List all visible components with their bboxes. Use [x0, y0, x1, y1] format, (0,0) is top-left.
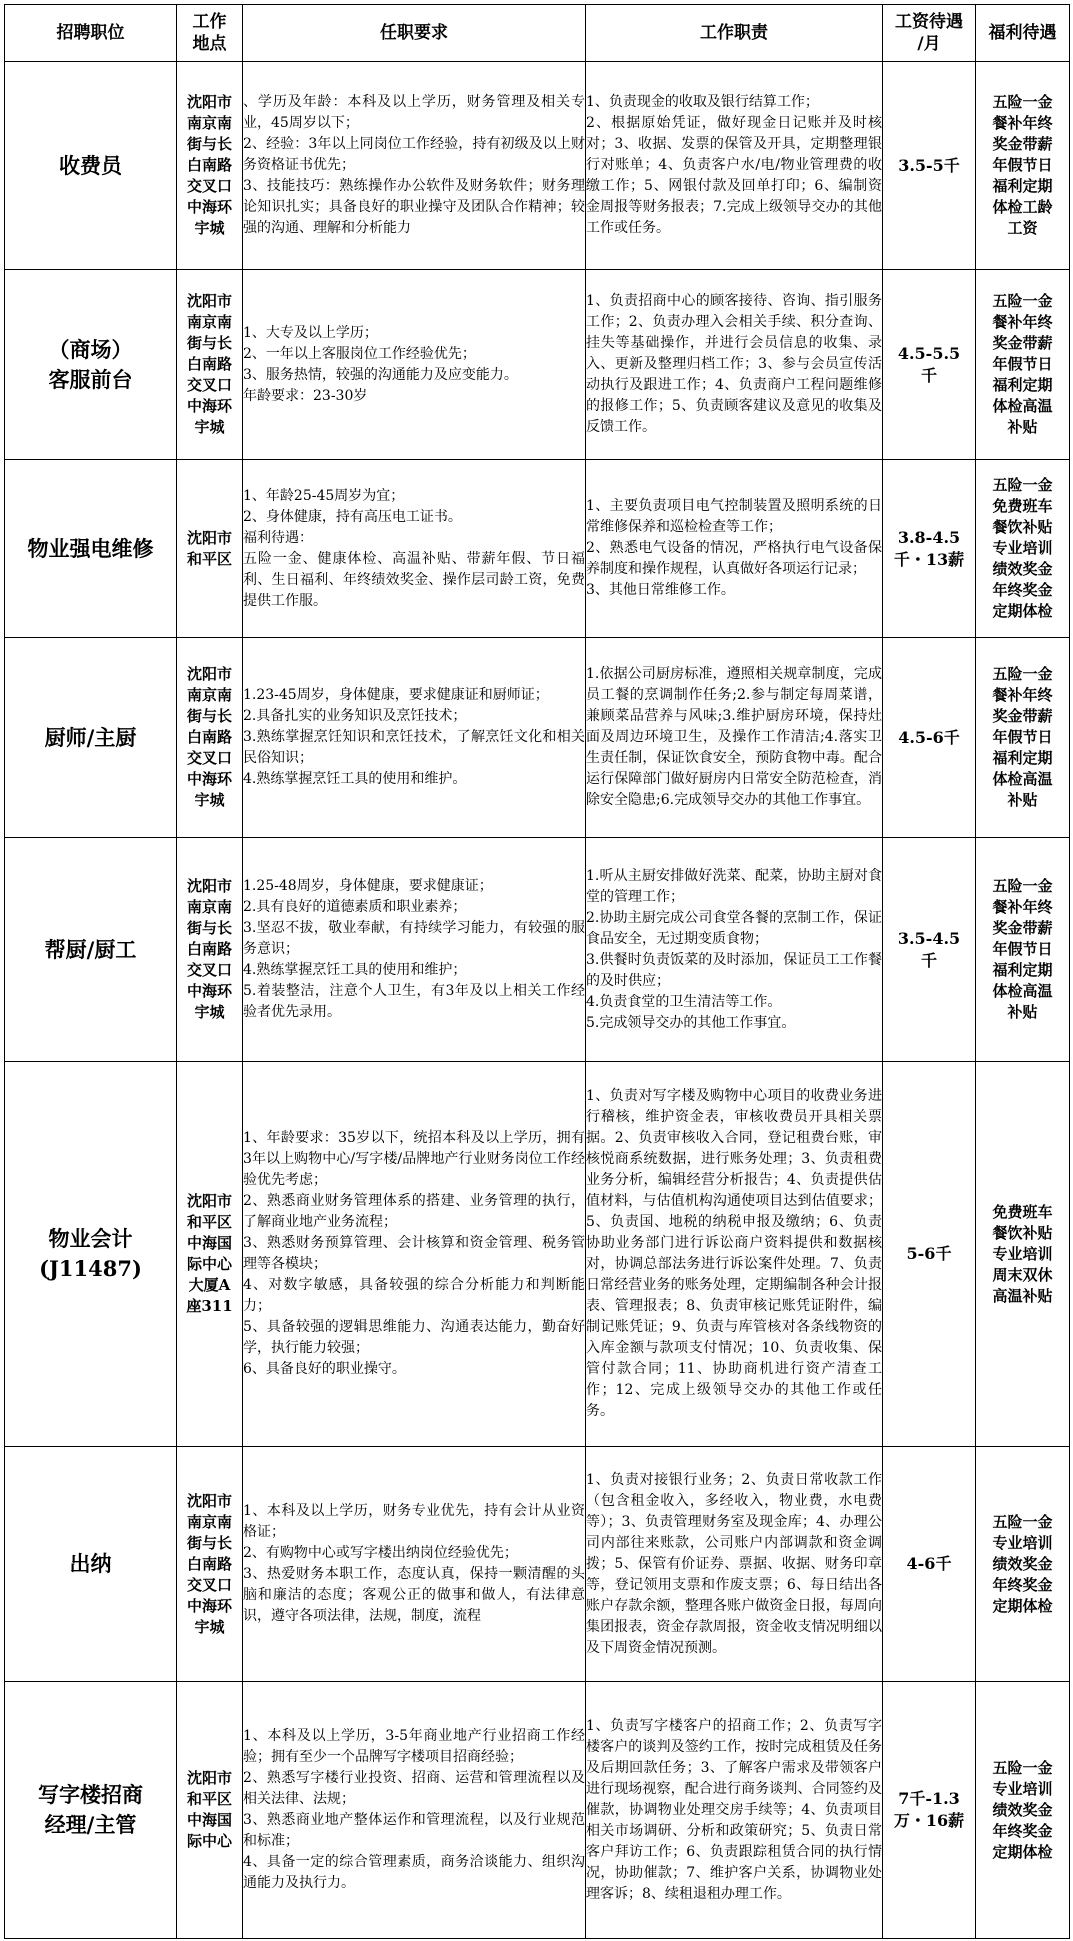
header-position: 招聘职位 — [5, 5, 177, 62]
job-welfare: 五险一金 专业培训 绩效奖金 年终奖金 定期体检 — [976, 1682, 1070, 1939]
job-welfare: 五险一金 专业培训 绩效奖金 年终奖金 定期体检 — [976, 1447, 1070, 1682]
table-row — [5, 62, 1070, 270]
job-requirements: 1、年龄25-45周岁为宜； 2、身体健康，持有高压电工证书。 福利待遇： 五险一金、健康体检、高温补贴、带薪年假、节日福利、生日福利、年终绩效奖金、操作层司龄工资，免费提供工作服。 — [243, 460, 586, 638]
job-salary: 3.5-5千 — [883, 62, 976, 270]
header-welfare: 福利待遇 — [976, 5, 1070, 62]
job-location: 沈阳市 南京南 街与长 白南路 交叉口 中海环 宇城 — [177, 638, 243, 838]
job-welfare: 五险一金 免费班车 餐饮补贴 专业培训 绩效奖金 年终奖金 定期体检 — [976, 460, 1070, 638]
job-duties: 1、负责写字楼客户的招商工作；2、负责写字楼客户的谈判及签约工作，按时完成租赁及任务及后期回款任务；3、了解客户需求及带领客户进行现场视察，配合进行商务谈判、合同签约及催款，协调物业处理交房手续等；4、负责项目相关市场调研、分析和政策研究；5、负责日常客户拜访工作；6、负责跟踪租赁合同的执行情况，协助催款；7、维护客户关系，协调物业处理客诉；8、续租退租办理工作。 — [586, 1682, 883, 1939]
job-requirements: 1、大专及以上学历； 2、一年以上客服岗位工作经验优先； 3、服务热情，较强的沟通能力及应变能力。 年龄要求：23-30岁 — [243, 270, 586, 460]
header-location: 工作 地点 — [177, 5, 243, 62]
job-welfare: 五险一金 餐补年终 奖金带薪 年假节日 福利定期 体检高温 补贴 — [976, 270, 1070, 460]
job-requirements: 1、年龄要求：35岁以下，统招本科及以上学历，拥有3年以上购物中心/写字楼/品牌地产行业财务岗位工作经验优先考虑； 2、熟悉商业财务管理体系的搭建、业务管理的执行，了解商业地产业务流程； 3、熟悉财务预算管理、会计核算和资金管理、税务管理等各模块； 4、对数字敏感，具备较强的综合分析能力和判断能力； 5、具备较强的逻辑思维能力、沟通表达能力，勤奋好学，执行能力较强； 6、具备良好的职业操守。 — [243, 1062, 586, 1447]
job-salary: 3.5-4.5 千 — [883, 838, 976, 1062]
job-requirements: 1、本科及以上学历，财务专业优先，持有会计从业资格证； 2、有购物中心或写字楼出纳岗位经验优先； 3、热爱财务本职工作，态度认真，保持一颗清醒的头脑和廉洁的态度；客观公正的做事和做人，有法律意识，遵守各项法律，法规，制度，流程 — [243, 1447, 586, 1682]
job-welfare: 五险一金 餐补年终 奖金带薪 年假节日 福利定期 体检工龄 工资 — [976, 62, 1070, 270]
job-requirements: 1、本科及以上学历，3-5年商业地产行业招商工作经验；拥有至少一个品牌写字楼项目招商经验； 2、熟悉写字楼行业投资、招商、运营和管理流程以及相关法律、法规； 3、熟悉商业地产整体运作和管理流程，以及行业规范和标准； 4、具备一定的综合管理素质，商务洽谈能力、组织沟通能力及执行力。 — [243, 1682, 586, 1939]
job-welfare: 五险一金 餐补年终 奖金带薪 年假节日 福利定期 体检高温 补贴 — [976, 838, 1070, 1062]
job-title: 帮厨/厨工 — [5, 838, 177, 1062]
job-title: 物业会计 (J11487) — [5, 1062, 177, 1447]
job-welfare: 五险一金 餐补年终 奖金带薪 年假节日 福利定期 体检高温 补贴 — [976, 638, 1070, 838]
table-row — [5, 270, 1070, 460]
job-title: （商场） 客服前台 — [5, 270, 177, 460]
job-location: 沈阳市 和平区 — [177, 460, 243, 638]
job-title: 收费员 — [5, 62, 177, 270]
job-location: 沈阳市 南京南 街与长 白南路 交叉口 中海环 宇城 — [177, 62, 243, 270]
job-salary: 7千-1.3 万・16薪 — [883, 1682, 976, 1939]
job-location: 沈阳市 南京南 街与长 白南路 交叉口 中海环 宇城 — [177, 838, 243, 1062]
job-location: 沈阳市 和平区 中海国 际中心 — [177, 1682, 243, 1939]
job-duties: 1、主要负责项目电气控制装置及照明系统的日常维修保养和巡检检查等工作； 2、熟悉电气设备的情况，严格执行电气设备保养制度和操作规程，认真做好各项运行记录； 3、其他日常维修工作。 — [586, 460, 883, 638]
job-welfare: 免费班车 餐饮补贴 专业培训 周末双休 高温补贴 — [976, 1062, 1070, 1447]
table-row — [5, 1682, 1070, 1939]
job-salary: 5-6千 — [883, 1062, 976, 1447]
job-requirements: 、学历及年龄：本科及以上学历，财务管理及相关专业，45周岁以下； 2、经验：3年以上同岗位工作经验，持有初级及以上财务资格证书优先； 3、技能技巧：熟练操作办公软件及财务软件；财务理论知识扎实；具备良好的职业操守及团队合作精神；较强的沟通、理解和分析能力 — [243, 62, 586, 270]
job-title: 厨师/主厨 — [5, 638, 177, 838]
job-salary: 4.5-5.5 千 — [883, 270, 976, 460]
job-duties: 1.听从主厨安排做好洗菜、配菜，协助主厨对食堂的管理工作； 2.协助主厨完成公司食堂各餐的烹制工作，保证食品安全，无过期变质食物； 3.供餐时负责饭菜的及时添加，保证员工工作餐的及时供应； 4.负责食堂的卫生清洁等工作。 5.完成领导交办的其他工作事宜。 — [586, 838, 883, 1062]
job-title: 物业强电维修 — [5, 460, 177, 638]
job-table — [4, 4, 1070, 1939]
table-row — [5, 838, 1070, 1062]
job-salary: 4-6千 — [883, 1447, 976, 1682]
table-row — [5, 638, 1070, 838]
header-row — [5, 5, 1070, 62]
job-title: 写字楼招商 经理/主管 — [5, 1682, 177, 1939]
header-salary: 工资待遇 /月 — [883, 5, 976, 62]
job-salary: 3.8-4.5 千・13薪 — [883, 460, 976, 638]
header-requirements: 任职要求 — [243, 5, 586, 62]
job-duties: 1、负责招商中心的顾客接待、咨询、指引服务工作；2、负责办理入会相关手续、积分查询、挂失等基础操作，并进行会员信息的收集、录入、更新及整理归档工作；3、参与会员宣传活动执行及跟进工作；4、负责商户工程问题维修的报修工作；5、负责顾客建议及意见的收集及反馈工作。 — [586, 270, 883, 460]
job-location: 沈阳市 南京南 街与长 白南路 交叉口 中海环 宇城 — [177, 270, 243, 460]
job-requirements: 1.23-45周岁，身体健康，要求健康证和厨师证； 2.具备扎实的业务知识及烹饪技术； 3.熟练掌握烹饪知识和烹饪技术，了解烹饪文化和相关民俗知识； 4.熟练掌握烹饪工具的使用和维护。 — [243, 638, 586, 838]
job-duties: 1、负责对写字楼及购物中心项目的收费业务进行稽核，维护资金表，审核收费员开具相关票据。2、负责审核收入合同，登记租费台账，审核悦商系统数据，进行账务处理；3、负责租费业务分析，编辑经营分析报告；4、负责提供估值材料，与估值机构沟通使项目达到估值要求；5、负责国、地税的纳税申报及缴纳；6、负责协助业务部门进行诉讼商户资料提供和数据核对，协调总部法务进行诉讼案件处理。7、负责日常经营业务的账务处理，定期编制各种会计报表、管理报表；8、负责审核记账凭证附件，编制记账凭证；9、负责与库管核对各条线物资的入库金额与款项支付情况；10、负责收集、保管付款合同；11、协助商机进行资产清查工作；12、完成上级领导交办的其他工作或任务。 — [586, 1062, 883, 1447]
job-location: 沈阳市 和平区 中海国 际中心 大厦A 座311 — [177, 1062, 243, 1447]
job-salary: 4.5-6千 — [883, 638, 976, 838]
table-row — [5, 1447, 1070, 1682]
job-duties: 1、负责现金的收取及银行结算工作； 2、根据原始凭证，做好现金日记账并及时核对；3、收据、发票的保管及开具，定期整理银行对账单；4、负责客户水/电/物业管理费的收缴工作；5、网银付款及回单打印；6、编制资金周报等财务报表；7.完成上级领导交办的其他工作或任务。 — [586, 62, 883, 270]
table-row — [5, 1062, 1070, 1447]
table-row — [5, 460, 1070, 638]
header-duties: 工作职责 — [586, 5, 883, 62]
job-duties: 1.依据公司厨房标准，遵照相关规章制度，完成员工餐的烹调制作任务;2.参与制定每周菜谱，兼顾菜品营养与风味;3.维护厨房环境，保持灶面及周边环境卫生，及操作工作清洁;4.落实卫生责任制，保证饮食安全，预防食物中毒。配合运行保障部门做好厨房内日常安全防范检查，消除安全隐患;6.完成领导交办的其他工作事宜。 — [586, 638, 883, 838]
job-requirements: 1.25-48周岁，身体健康，要求健康证； 2.具有良好的道德素质和职业素养； 3.坚忍不拔，敬业奉献，有持续学习能力，有较强的服务意识； 4.熟练掌握烹饪工具的使用和维护； 5.着装整洁，注意个人卫生，有3年及以上相关工作经验者优先录用。 — [243, 838, 586, 1062]
job-location: 沈阳市 南京南 街与长 白南路 交叉口 中海环 宇城 — [177, 1447, 243, 1682]
job-duties: 1、负责对接银行业务；2、负责日常收款工作（包含租金收入，多经收入，物业费，水电费等）；3、负责管理财务室及现金库；4、办理公司内部往来账款，公司账户内部调款和资金调拨；5、保管有价证券、票据、收据、财务印章等，登记领用支票和作废支票；6、每日结出各账户存款余额，整理各账户做资金日报，每周向集团报表，资金存款周报，资金收支情况明细以及下周资金情况预测。 — [586, 1447, 883, 1682]
job-title: 出纳 — [5, 1447, 177, 1682]
